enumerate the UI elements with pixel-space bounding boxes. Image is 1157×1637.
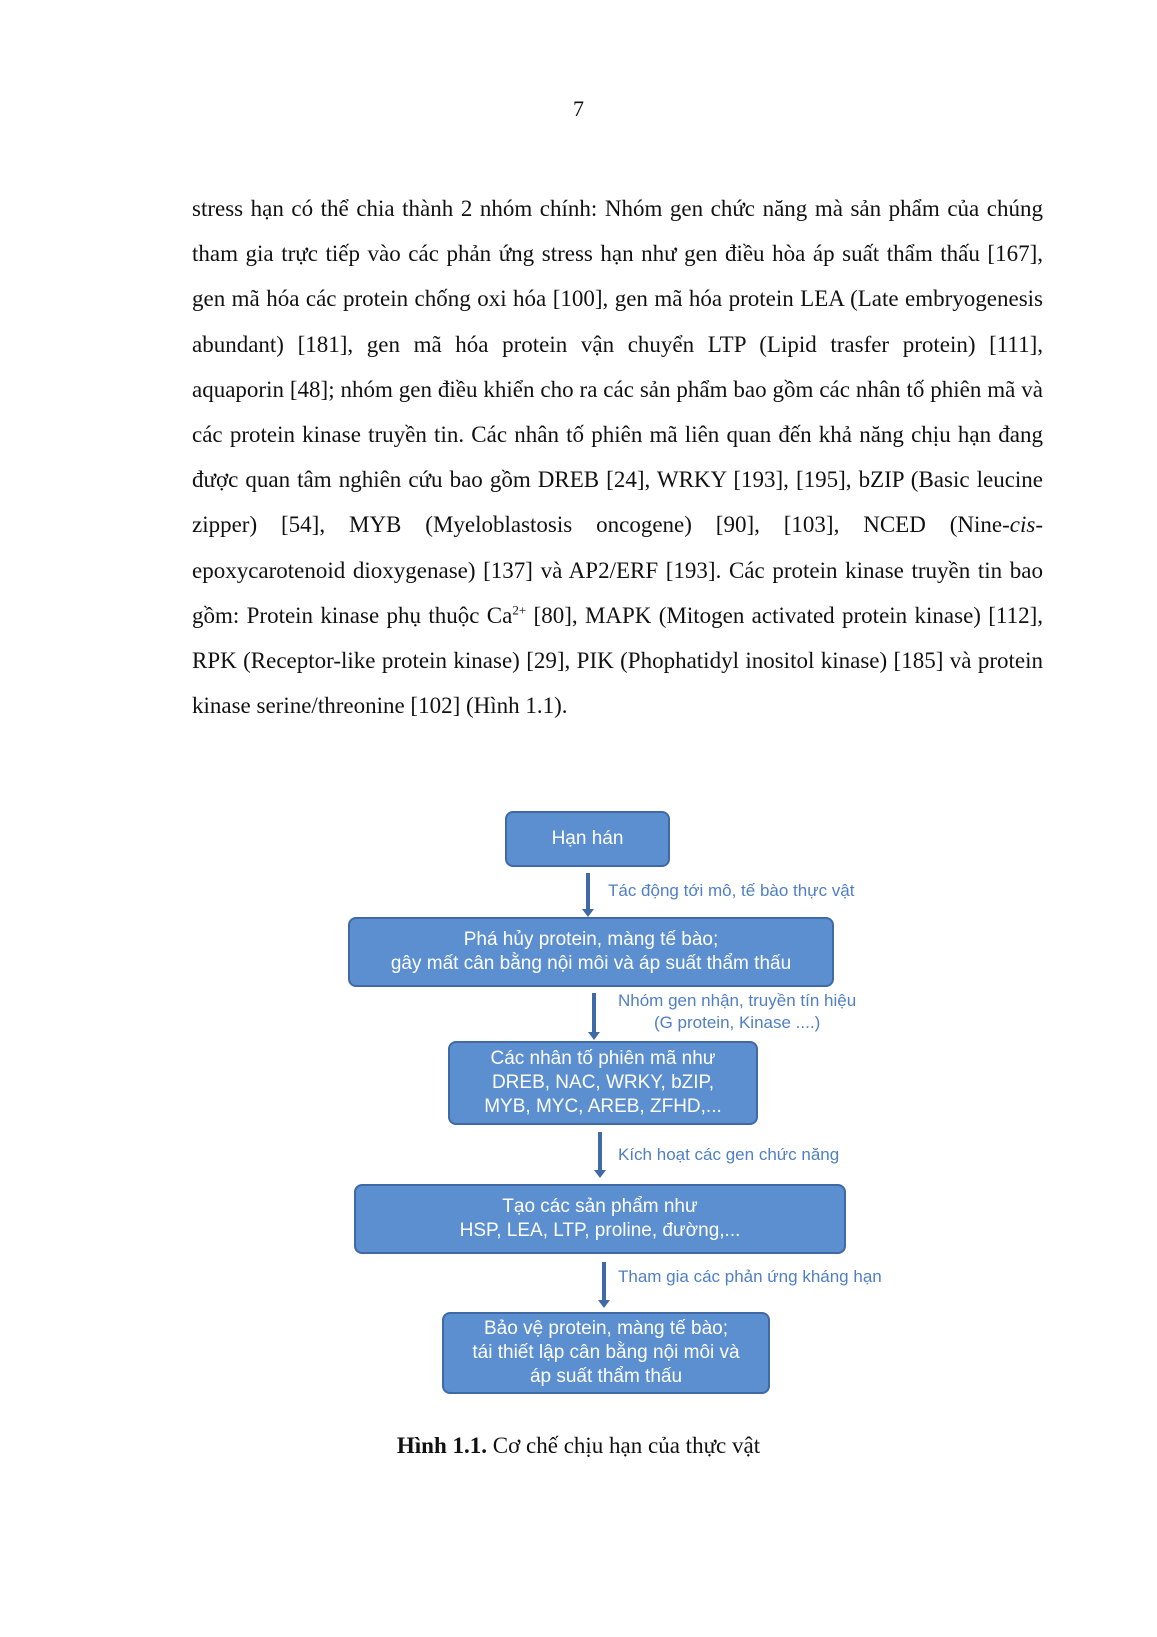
flow-arrow-1-label	[608, 880, 854, 902]
flow-box-protection-line-1: Bảo vệ protein, màng tế bào;	[484, 1318, 728, 1339]
figure-caption-label: Hình 1.1.	[396, 1433, 488, 1458]
flow-arrow-4	[602, 1262, 606, 1302]
page-number: 7	[573, 96, 584, 121]
flow-box-protection-line-3: áp suất thẩm thấu	[529, 1366, 683, 1387]
flow-box-tf-line-2: DREB, NAC, WRKY, bZIP,	[491, 1072, 715, 1093]
flow-arrow-2-label	[618, 990, 856, 1034]
figure-caption-text: Cơ chế chịu hạn của thực vật	[487, 1433, 761, 1458]
flow-box-drought	[505, 811, 670, 867]
flow-box-protection	[442, 1312, 770, 1394]
flow-arrow-4-label-line-1: Tham gia các phản ứng kháng hạn	[618, 1267, 882, 1286]
flow-box-damage	[348, 917, 834, 987]
flow-arrow-1	[586, 873, 590, 911]
flow-arrow-3-label	[618, 1144, 839, 1166]
flow-box-tf-line-3: MYB, MYC, AREB, ZFHD,...	[484, 1096, 722, 1117]
flow-box-products-line-2: HSP, LEA, LTP, proline, đường,...	[459, 1220, 741, 1241]
flow-arrow-2-label-line-1: Nhóm gen nhận, truyền tín hiệu	[618, 991, 857, 1010]
flow-arrow-2	[592, 993, 596, 1034]
flow-arrow-3	[598, 1132, 602, 1172]
flow-arrow-3-label-line-1: Kích hoạt các gen chức năng	[618, 1145, 840, 1164]
figure-caption	[0, 1433, 1157, 1459]
paragraph-superscript: 2+	[512, 602, 527, 618]
flow-box-tf-line-1: Các nhân tố phiên mã như	[490, 1048, 716, 1069]
flow-box-protection-line-2: tái thiết lập cân bằng nội môi và	[472, 1342, 740, 1363]
paragraph-part-1: stress hạn có thể chia thành 2 nhóm chính: Nhóm gen chức năng mà sản phẩm của chúng tham gia trực tiếp vào các phản ứng stress hạn như gen điều hòa áp suất thẩm thấu [167], gen mã hóa các protein chống oxi hóa [100], gen mã hóa protein LEA (Late embryogenesis abundant) [181], gen mã hóa protein vận chuyển LTP (Lipid trasfer protein) [111], aquaporin [48]; nhóm gen điều khiển cho ra các sản phẩm bao gồm các nhân tố phiên mã và các protein kinase truyền tin. Các nhân tố phiên mã liên quan đến khả năng chịu hạn đang được quan tâm nghiên cứu bao gồm DREB [24], WRKY [193], [195], bZIP (Basic leucine zipper) [54], MYB (Myeloblastosis oncogene) [90], [103], NCED (Nine-	[192, 196, 1043, 538]
flow-box-products-line-1: Tạo các sản phẩm như	[502, 1196, 698, 1217]
flow-arrow-4-label	[618, 1266, 882, 1288]
flow-box-damage-line-2: gây mất cân bằng nội môi và áp suất thẩm thấu	[390, 953, 792, 974]
paragraph-part-2: -epoxycarotenoid dioxygenase) [137] và AP2/ERF [193]. Các protein kinase truyền tin bao gồm: Protein kinase phụ thuộc Ca	[192, 512, 1043, 628]
flow-box-products	[354, 1184, 846, 1254]
flow-box-drought-line-1: Hạn hán	[551, 828, 624, 849]
flow-arrow-2-label-line-2: (G protein, Kinase ....)	[653, 1013, 821, 1032]
flow-arrow-1-label-line-1: Tác động tới mô, tế bào thực vật	[608, 881, 855, 900]
flow-box-transcription-factors	[448, 1041, 758, 1125]
paragraph-part-3: [80], MAPK (Mitogen activated protein kinase) [112], RPK (Receptor-like protein kinase) [29], PIK (Phophatidyl inositol kinase) [185] và protein kinase serine/threonine [102] (Hình 1.1).	[192, 602, 1043, 719]
flow-box-damage-line-1: Phá hủy protein, màng tế bào;	[463, 929, 719, 950]
paragraph-italic: cis	[1009, 512, 1036, 538]
